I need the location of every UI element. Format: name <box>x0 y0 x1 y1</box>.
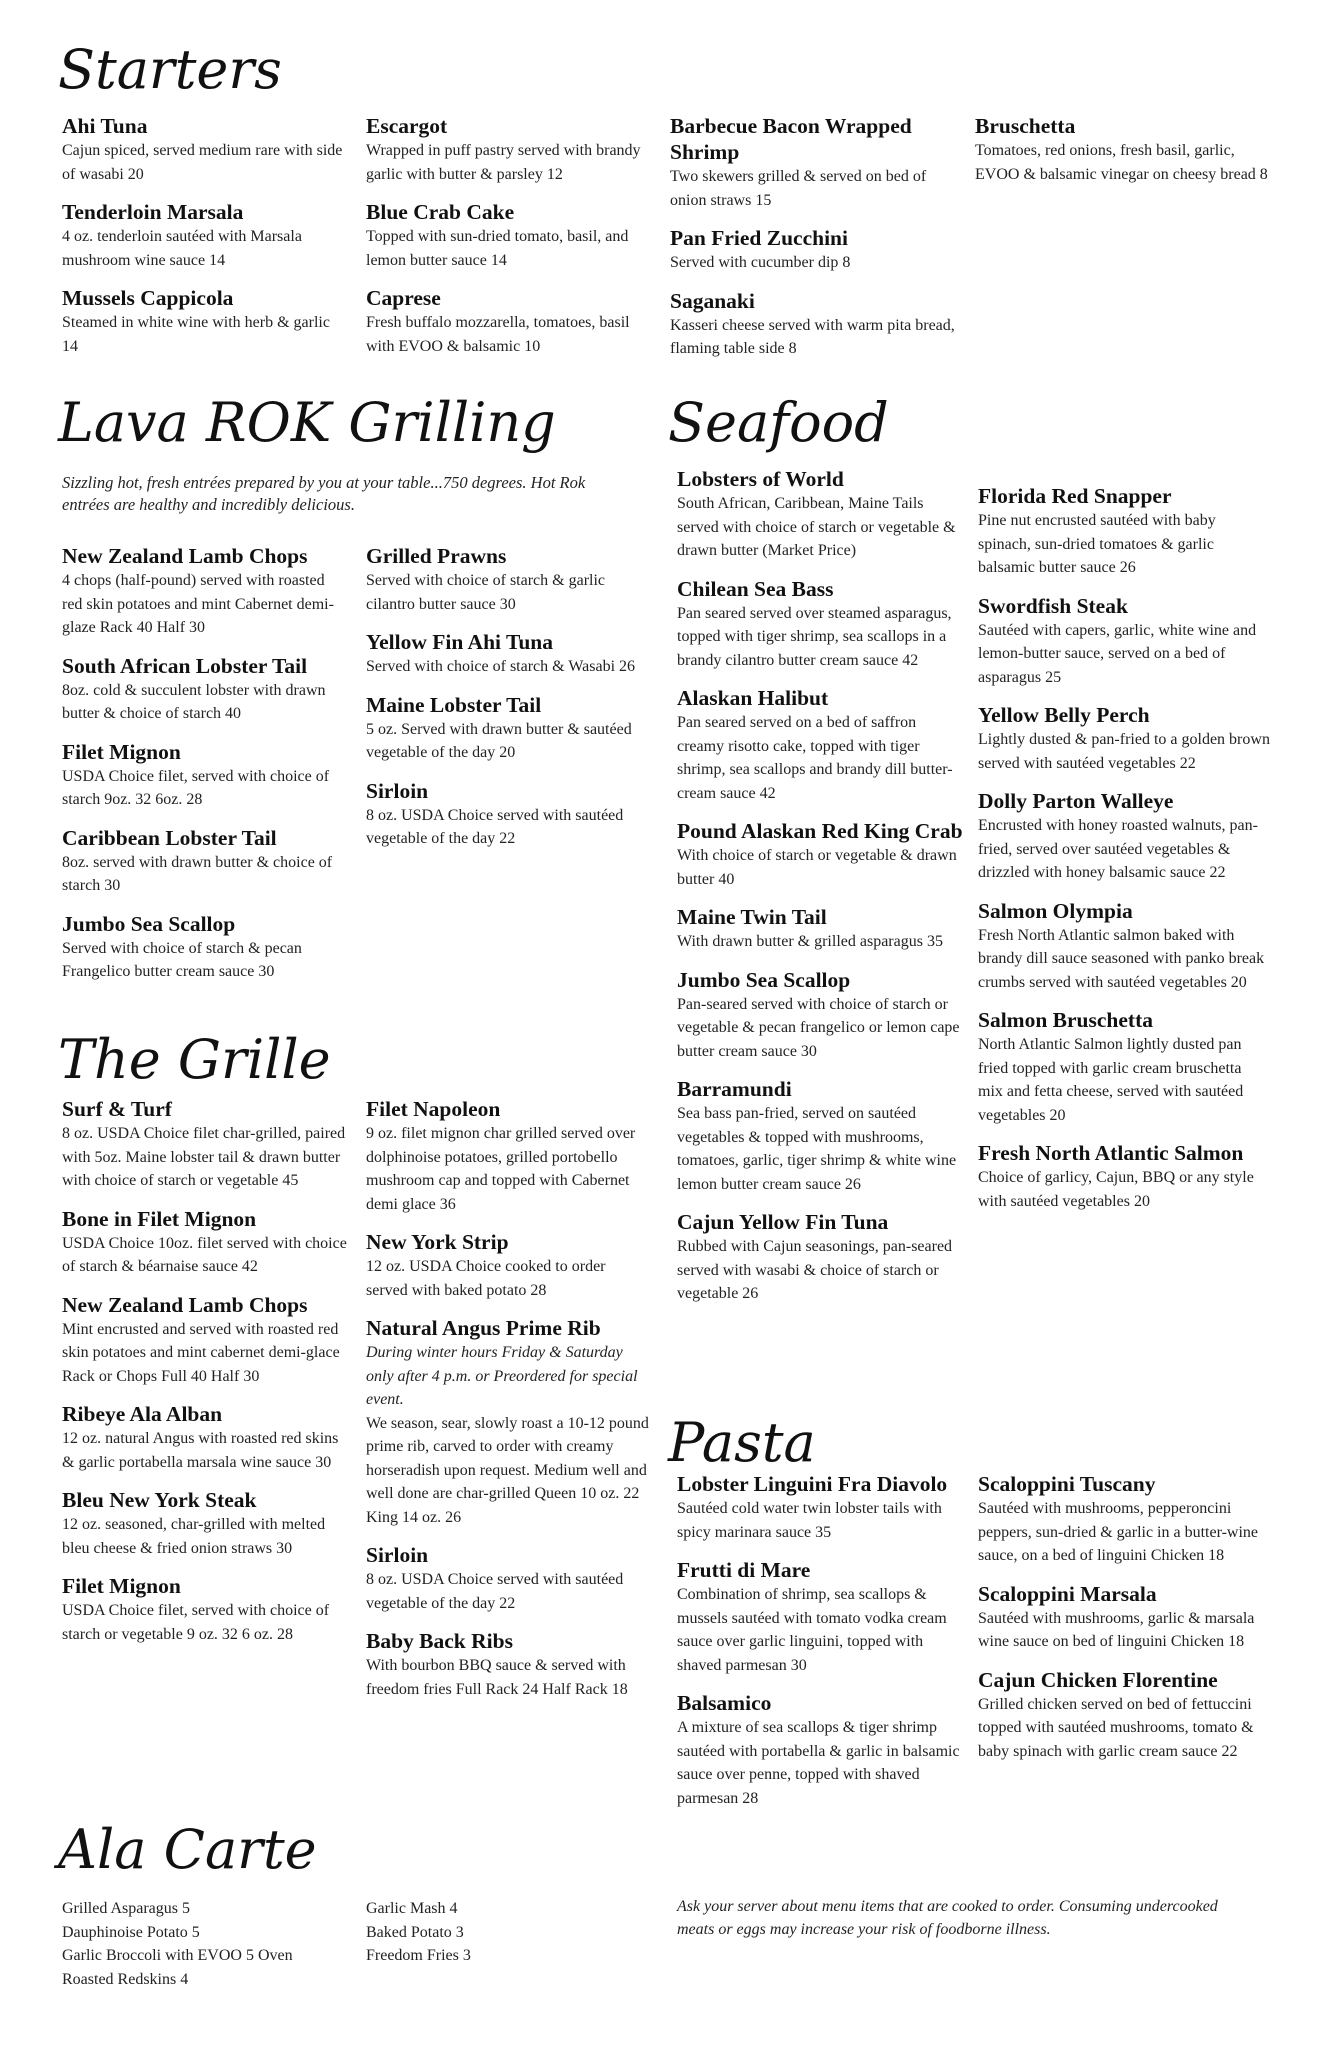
menu-item <box>366 199 651 272</box>
menu-item <box>677 1471 967 1544</box>
menu-item <box>62 285 347 358</box>
item-name: New Zealand Lamb Chops <box>62 544 308 568</box>
ala-carte-col-1 <box>62 1897 347 1991</box>
menu-item <box>366 113 651 186</box>
menu-item <box>366 778 641 851</box>
item-name: Caprese <box>366 286 441 310</box>
menu-item <box>62 825 347 898</box>
item-name: Yellow Belly Perch <box>978 703 1150 727</box>
item-name: New Zealand Lamb Chops <box>62 1292 308 1317</box>
item-description: Served with choice of starch & Wasabi 26 <box>366 658 636 675</box>
menu-item <box>366 1229 651 1302</box>
item-name: Sirloin <box>366 778 429 803</box>
item-name: Filet Mignon <box>62 739 181 764</box>
item-description-text: We season, sear, slowly roast a 10-12 pound prime rib, carved to order with creamy horseradish upon request. Medium well and well done are char-grilled Queen 10 oz. 22 King 14 oz. 26 <box>366 1414 649 1526</box>
item-description: 12 oz. seasoned, char-grilled with melted bleu cheese & fried onion straws 30 <box>62 1516 326 1557</box>
item-name: Yellow Fin Ahi Tuna <box>366 630 554 654</box>
item-description: Served with choice of starch & garlic cilantro butter sauce 30 <box>366 572 606 613</box>
item-name: South African Lobster Tail <box>62 653 308 678</box>
item-description: 9 oz. filet mignon char grilled served over dolphinoise potatoes, grilled portobello mushroom cap and topped with Cabernet demi glace 36 <box>366 1125 636 1213</box>
item-description: 12 oz. natural Angus with roasted red skins & garlic portabella marsala wine sauce 30 <box>62 1430 339 1471</box>
item-description: North Atlantic Salmon lightly dusted pan fried topped with garlic cream bruschetta mix and fetta cheese, served with sautéed vegetables 20 <box>978 1036 1244 1124</box>
menu-item <box>62 653 347 726</box>
item-name: Swordfish Steak <box>978 593 1128 618</box>
menu-item <box>677 685 967 805</box>
item-name: New York Strip <box>366 1230 509 1254</box>
item-name: Pan Fried Zucchini <box>670 226 848 250</box>
item-name: Filet Napoleon <box>366 1097 501 1121</box>
lava-rok-col-1 <box>62 543 347 997</box>
menu-item <box>62 543 347 640</box>
menu-item <box>62 113 347 186</box>
menu-item <box>677 1076 967 1196</box>
item-name: Scaloppini Tuscany <box>978 1472 1156 1496</box>
item-description: Sautéed cold water twin lobster tails with spicy marinara sauce 35 <box>677 1500 942 1541</box>
item-description: Choice of garlicy, Cajun, BBQ or any style with sautéed vegetables 20 <box>978 1169 1254 1210</box>
ala-carte-col-2 <box>366 1897 626 1968</box>
lava-rok-tagline: Sizzling hot, fresh entrées prepared by you at your table...750 degrees. Hot Rok entrées are healthy and incredibly delicious. <box>62 473 586 514</box>
item-name: Barramundi <box>677 1077 792 1101</box>
menu-item <box>978 788 1270 885</box>
grille-col-1 <box>62 1096 352 1659</box>
item-description: Sautéed with mushrooms, garlic & marsala wine sauce on bed of linguini Chicken 18 <box>978 1609 1255 1650</box>
item-description: USDA Choice filet, served with choice of starch or vegetable 9 oz. 32 6 oz. 28 <box>62 1602 330 1643</box>
item-description: Rubbed with Cajun seasonings, pan-seared served with wasabi & choice of starch or vegetable 26 <box>677 1238 953 1302</box>
item-name: Salmon Olympia <box>978 898 1133 923</box>
item-description: 8oz. cold & succulent lobster with drawn butter & choice of starch 40 <box>62 681 326 722</box>
menu-item <box>670 113 960 212</box>
starters-col-2 <box>366 113 651 371</box>
item-description: 4 chops (half-pound) served with roasted red skin potatoes and mint Cabernet demi-glaze Rack 40 Half 30 <box>62 572 334 636</box>
menu-item <box>62 1292 352 1389</box>
menu-item <box>366 1542 651 1615</box>
menu-item <box>978 1667 1270 1764</box>
item-name: Cajun Yellow Fin Tuna <box>677 1210 889 1234</box>
item-name: Surf & Turf <box>62 1097 172 1121</box>
pasta-col-1 <box>677 1471 967 1823</box>
item-name: Tenderloin Marsala <box>62 200 244 224</box>
item-description: Pan seared served over steamed asparagus, topped with tiger shrimp, sea scallops in a brandy cilantro butter cream sauce 42 <box>677 604 952 669</box>
item-name: Dolly Parton Walleye <box>978 789 1174 813</box>
menu-item <box>677 818 967 891</box>
menu-item <box>677 1690 967 1810</box>
menu-item <box>62 199 347 272</box>
item-name: Balsamico <box>677 1691 772 1715</box>
item-name: Alaskan Halibut <box>677 686 829 710</box>
seafood-col-1 <box>677 466 967 1319</box>
menu-item <box>978 483 1270 580</box>
starters-heading: Starters <box>58 38 282 101</box>
item-description: Kasseri cheese served with warm pita bread, flaming table side 8 <box>670 316 955 357</box>
item-name: Saganaki <box>670 288 755 313</box>
menu-item <box>677 1209 967 1306</box>
menu-item <box>366 1628 651 1701</box>
starters-col-3 <box>670 113 960 374</box>
lava-rok-col-2 <box>366 543 641 864</box>
item-description: USDA Choice 10oz. filet served with choice of starch & béarnaise sauce 42 <box>62 1234 347 1275</box>
item-name: Ahi Tuna <box>62 114 148 138</box>
item-description: Pan-seared served with choice of starch or vegetable & pecan frangelico or lemon cape butter cream sauce 30 <box>677 995 960 1060</box>
item-name: Mussels Cappicola <box>62 286 234 310</box>
item-name: Pound Alaskan Red King Crab <box>677 819 963 843</box>
item-description: Topped with sun-dried tomato, basil, and lemon butter sauce 14 <box>366 228 629 269</box>
seafood-col-2 <box>978 483 1270 1226</box>
menu-item <box>366 629 641 679</box>
ala-carte-item: Grilled Asparagus 5 <box>62 1900 190 1917</box>
item-description: Steamed in white wine with herb & garlic 14 <box>62 314 330 355</box>
item-description: Fresh buffalo mozzarella, tomatoes, basil with EVOO & balsamic 10 <box>366 314 630 355</box>
grille-heading: The Grille <box>58 1028 331 1091</box>
ala-carte-item: Garlic Mash 4 <box>366 1900 458 1917</box>
menu-item <box>677 466 967 563</box>
menu-item <box>366 285 651 358</box>
menu-item <box>62 1487 352 1560</box>
menu-item <box>677 967 967 1064</box>
menu-item <box>677 1557 967 1677</box>
item-description: 4 oz. tenderloin sautéed with Marsala mushroom wine sauce 14 <box>62 228 302 269</box>
item-description: Cajun spiced, served medium rare with side of wasabi 20 <box>62 142 343 183</box>
item-description: Wrapped in puff pastry served with brandy garlic with butter & parsley 12 <box>366 142 641 183</box>
item-name: Bruschetta <box>975 114 1076 138</box>
item-name: Chilean Sea Bass <box>677 576 834 601</box>
item-name: Escargot <box>366 114 448 138</box>
item-description: Tomatoes, red onions, fresh basil, garlic, EVOO & balsamic vinegar on cheesy bread 8 <box>975 142 1268 183</box>
item-name: Florida Red Snapper <box>978 484 1172 508</box>
item-name: Frutti di Mare <box>677 1558 811 1582</box>
item-name: Cajun Chicken Florentine <box>978 1667 1218 1692</box>
item-name: Fresh North Atlantic Salmon <box>978 1141 1244 1165</box>
pasta-col-2 <box>978 1471 1270 1776</box>
item-name: Grilled Prawns <box>366 544 507 568</box>
item-description: 8 oz. USDA Choice filet char-grilled, paired with 5oz. Maine lobster tail & drawn butter with choice of starch or vegetable 45 <box>62 1125 346 1189</box>
item-name: Salmon Bruschetta <box>978 1008 1153 1032</box>
ala-carte-item: Dauphinoise Potato 5 <box>62 1923 200 1941</box>
item-name: Lobster Linguini Fra Diavolo <box>677 1472 948 1496</box>
item-description: South African, Caribbean, Maine Tails served with choice of starch or vegetable & drawn butter (Market Price) <box>677 495 956 559</box>
menu-item <box>978 702 1270 775</box>
item-description: With choice of starch or vegetable & drawn butter 40 <box>677 847 957 888</box>
item-description: Grilled chicken served on bed of fettuccini topped with sautéed mushrooms, tomato & baby spinach with garlic cream sauce 22 <box>978 1695 1254 1760</box>
menu-item <box>978 1471 1270 1568</box>
item-name: Ribeye Ala Alban <box>62 1402 223 1426</box>
menu-item <box>677 904 967 954</box>
menu-item <box>978 1140 1270 1213</box>
item-description: Sautéed with mushrooms, pepperoncini peppers, sun-dried & garlic in a butter-wine sauce, on a bed of linguini Chicken 18 <box>978 1500 1259 1564</box>
item-description: USDA Choice filet, served with choice of starch 9oz. 32 6oz. 28 <box>62 767 330 808</box>
item-description: 8oz. served with drawn butter & choice of starch 30 <box>62 853 333 894</box>
menu-item <box>62 1401 352 1474</box>
grille-col-2 <box>366 1096 651 1714</box>
item-description: Served with choice of starch & pecan Frangelico butter cream sauce 30 <box>62 939 302 980</box>
item-name: Jumbo Sea Scallop <box>677 967 851 992</box>
food-safety-note: Ask your server about menu items that are cooked to order. Consuming undercooked meats or eggs may increase your risk of foodborne illness. <box>677 1898 1218 1938</box>
item-name: Bleu New York Steak <box>62 1488 257 1512</box>
menu-item <box>62 1096 352 1193</box>
menu-item <box>978 1007 1270 1127</box>
menu-item <box>677 576 967 673</box>
ala-carte-item: Garlic Broccoli with EVOO 5 Oven Roasted Redskins 4 <box>62 1947 293 1988</box>
item-name: Natural Angus Prime Rib <box>366 1316 601 1340</box>
item-description: Mint encrusted and served with roasted red skin potatoes and mint cabernet demi-glace Rack or Chops Full 40 Half 30 <box>62 1320 340 1385</box>
item-description: 8 oz. USDA Choice served with sautéed vegetable of the day 22 <box>366 806 624 847</box>
menu-item <box>62 1573 352 1646</box>
item-description: With bourbon BBQ sauce & served with freedom fries Full Rack 24 Half Rack 18 <box>366 1657 628 1698</box>
item-description: Fresh North Atlantic salmon baked with brandy dill sauce seasoned with panko break crumbs served with sautéed vegetables 20 <box>978 926 1265 991</box>
item-description: Sea bass pan-fried, served on sautéed vegetables & topped with mushrooms, tomatoes, garlic, tiger shrimp & white wine lemon butter cream sauce 26 <box>677 1105 957 1193</box>
item-name: Bone in Filet Mignon <box>62 1206 257 1231</box>
item-description: Encrusted with honey roasted walnuts, pan-fried, served over sautéed vegetables & drizzled with honey balsamic sauce 22 <box>978 817 1258 881</box>
menu-item <box>366 692 641 765</box>
menu-item <box>366 1315 651 1529</box>
item-description: Sautéed with capers, garlic, white wine and lemon-butter sauce, served on a bed of asparagus 25 <box>978 621 1257 686</box>
item-description: Lightly dusted & pan-fried to a golden brown served with sautéed vegetables 22 <box>978 731 1270 772</box>
ala-carte-item: Baked Potato 3 <box>366 1923 464 1941</box>
lava-rok-heading: Lava ROK Grilling <box>58 391 556 454</box>
item-availability-note: During winter hours Friday & Saturday only after 4 p.m. or Preordered for special event. <box>366 1344 638 1408</box>
menu-item <box>975 113 1270 186</box>
item-description: Two skewers grilled & served on bed of onion straws 15 <box>670 168 927 209</box>
starters-col-1 <box>62 113 347 371</box>
item-description: Pine nut encrusted sautéed with baby spinach, sun-dried tomatoes & garlic balsamic butter sauce 26 <box>978 512 1216 576</box>
pasta-heading: Pasta <box>668 1411 816 1474</box>
item-name: Jumbo Sea Scallop <box>62 911 236 936</box>
item-name: Caribbean Lobster Tail <box>62 825 277 850</box>
ala-carte-heading: Ala Carte <box>58 1818 317 1881</box>
menu-item <box>62 1206 352 1279</box>
item-description: 8 oz. USDA Choice served with sautéed vegetable of the day 22 <box>366 1571 624 1612</box>
item-name: Maine Twin Tail <box>677 905 827 929</box>
menu-item <box>62 911 347 984</box>
item-description: 5 oz. Served with drawn butter & sautéed vegetable of the day 20 <box>366 720 632 761</box>
menu-item <box>366 543 641 616</box>
item-description: 12 oz. USDA Choice cooked to order served with baked potato 28 <box>366 1258 606 1299</box>
menu-item <box>978 1581 1270 1654</box>
menu-item <box>978 593 1270 690</box>
item-description: Pan seared served on a bed of saffron creamy risotto cake, topped with tiger shrimp, sea scallops and brandy dill butter-cream sauce 42 <box>677 714 953 802</box>
item-name: Lobsters of World <box>677 467 844 491</box>
item-description: With drawn butter & grilled asparagus 35 <box>677 933 943 950</box>
item-description: A mixture of sea scallops & tiger shrimp sautéed with portabella & garlic in balsamic sauce over penne, topped with shaved parmesan 28 <box>677 1719 960 1807</box>
item-name: Baby Back Ribs <box>366 1629 513 1653</box>
item-name: Blue Crab Cake <box>366 200 515 224</box>
starters-col-4 <box>975 113 1270 199</box>
item-name: Maine Lobster Tail <box>366 692 542 717</box>
item-name: Filet Mignon <box>62 1574 181 1598</box>
menu-item <box>670 225 960 275</box>
menu-item <box>62 739 347 812</box>
item-description <box>366 1341 651 1529</box>
item-description: Served with cucumber dip 8 <box>670 254 851 271</box>
item-name: Barbecue Bacon Wrapped Shrimp <box>670 114 912 164</box>
item-name: Scaloppini Marsala <box>978 1581 1157 1606</box>
ala-carte-item: Freedom Fries 3 <box>366 1947 471 1964</box>
item-description: Combination of shrimp, sea scallops & mussels sautéed with tomato vodka cream sauce over garlic linguini, topped with shaved parmesan 30 <box>677 1586 947 1674</box>
item-name: Sirloin <box>366 1543 429 1567</box>
menu-item <box>366 1096 651 1216</box>
seafood-heading: Seafood <box>668 391 889 454</box>
menu-item <box>670 288 960 361</box>
menu-item <box>978 898 1270 995</box>
